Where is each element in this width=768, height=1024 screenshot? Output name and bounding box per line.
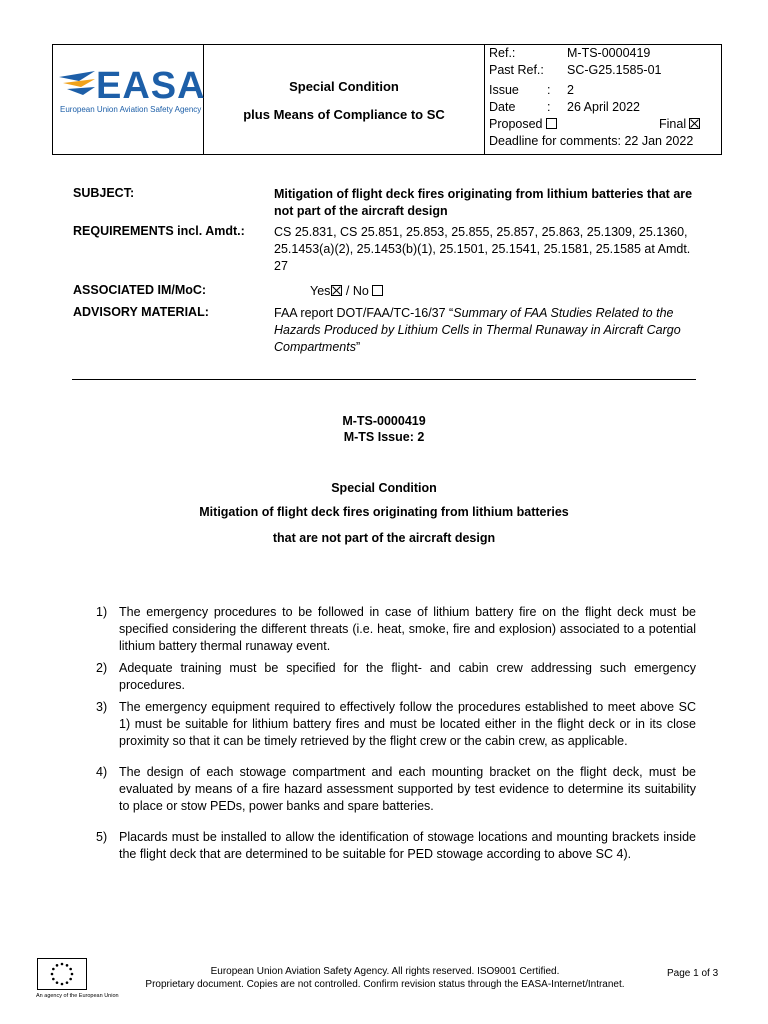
eu-star bbox=[66, 964, 69, 967]
item-number: 3) bbox=[96, 700, 108, 714]
item-text: Placards must be installed to allow the identification of stowage locations and mounting brackets inside the flight deck that are determined to be suitable for PED stowage according to above SC 4). bbox=[119, 830, 696, 861]
eu-star bbox=[66, 981, 69, 984]
deadline-text: Deadline for comments: 22 Jan 2022 bbox=[489, 134, 694, 148]
item-number: 5) bbox=[96, 830, 108, 844]
doc-issue: M-TS Issue: 2 bbox=[343, 430, 425, 444]
eu-star bbox=[56, 981, 59, 984]
eu-star bbox=[61, 963, 64, 966]
past-ref-value: SC-G25.1585-01 bbox=[567, 63, 662, 77]
date-label: Date bbox=[489, 100, 516, 114]
status-row bbox=[489, 117, 703, 133]
advisory-title: Summary of FAA Studies Related to the Hazards Produced by Lithium Cells in Thermal Runaway in Aircraft Cargo Compartments bbox=[274, 306, 681, 354]
header-table bbox=[52, 44, 722, 155]
easa-plane-icon bbox=[59, 67, 97, 99]
issue-colon: : bbox=[547, 83, 551, 97]
proposed-label: Proposed bbox=[489, 117, 543, 131]
item-text: Adequate training must be specified for the flight- and cabin crew addressing such emergency procedures. bbox=[119, 661, 696, 692]
advisory-value bbox=[274, 305, 704, 356]
associated-value bbox=[310, 283, 740, 300]
list-item bbox=[96, 660, 696, 694]
date-value: 26 April 2022 bbox=[567, 100, 640, 114]
subject-label: SUBJECT: bbox=[73, 186, 135, 200]
eu-star bbox=[51, 973, 54, 976]
list-item bbox=[96, 699, 696, 750]
proposed-checkbox bbox=[546, 118, 557, 129]
item-text: The emergency equipment required to effectively follow the procedures established to meet above SC 1) must be suitable for lithium battery fires and must be located either in the flight deck or in its close proximity so that it can be timely retrieved by the flight crew or the cabin crew, as applicable. bbox=[119, 700, 696, 748]
ref-value: M-TS-0000419 bbox=[567, 46, 651, 60]
reference-cell bbox=[485, 45, 721, 154]
list-item bbox=[96, 829, 696, 863]
associated-no-label: / No bbox=[342, 284, 369, 298]
requirements-label: REQUIREMENTS incl. Amdt.: bbox=[73, 224, 245, 238]
doc-type-subtitle: plus Means of Compliance to SC bbox=[243, 107, 445, 122]
item-text: The emergency procedures to be followed in case of lithium battery fire on the flight deck must be specified considering the different threats (i.e. heat, smoke, fire and explosion) associated to a potential lithium battery thermal runaway event. bbox=[119, 605, 696, 653]
eu-star bbox=[69, 968, 72, 971]
item-number: 4) bbox=[96, 765, 108, 779]
title-cell bbox=[204, 45, 485, 154]
sc-heading-line2: that are not part of the aircraft design bbox=[272, 531, 496, 545]
eu-star bbox=[69, 978, 72, 981]
section-divider bbox=[72, 379, 696, 380]
advisory-prefix: FAA report DOT/FAA/TC-16/37 “ bbox=[274, 306, 454, 320]
doc-reference: M-TS-0000419 bbox=[342, 414, 426, 428]
final-label: Final bbox=[659, 117, 687, 131]
item-number: 1) bbox=[96, 605, 108, 619]
advisory-label: ADVISORY MATERIAL: bbox=[73, 305, 209, 319]
item-number: 2) bbox=[96, 661, 108, 675]
logo-subtitle: European Union Aviation Safety Agency bbox=[60, 105, 202, 114]
footer-copyright: European Union Aviation Safety Agency. All rights reserved. ISO9001 Certified. bbox=[210, 966, 560, 977]
sc-title: Special Condition bbox=[331, 481, 437, 495]
item-text: The design of each stowage compartment and each mounting bracket on the flight deck, must be evaluated by means of a fire hazard assessment supported by test evidence to determine its suitability to place or stow PEDs, power banks and spare batteries. bbox=[119, 765, 696, 813]
sc-heading-line1: Mitigation of flight deck fires originating from lithium batteries bbox=[199, 505, 569, 519]
requirements-list bbox=[96, 604, 696, 868]
eu-stars-icon bbox=[38, 959, 86, 989]
final-status bbox=[659, 117, 700, 131]
list-item bbox=[96, 604, 696, 655]
eu-flag-icon bbox=[37, 958, 87, 990]
associated-label: ASSOCIATED IM/MoC: bbox=[73, 283, 207, 297]
ref-label: Ref.: bbox=[489, 46, 516, 60]
yes-checkbox bbox=[331, 285, 342, 296]
final-checkbox bbox=[689, 118, 700, 129]
proposed-status bbox=[489, 117, 557, 131]
associated-yes-label: Yes bbox=[310, 284, 331, 298]
eu-star bbox=[52, 978, 55, 981]
footer-disclaimer: Proprietary document. Copies are not controlled. Confirm revision status through the EASA-Internet/Intranet. bbox=[145, 979, 625, 990]
subject-value: Mitigation of flight deck fires originating from lithium batteries that are not part of the aircraft design bbox=[274, 187, 693, 218]
eu-star bbox=[61, 983, 64, 986]
logo-wordmark: EASA bbox=[96, 65, 206, 107]
eu-star bbox=[71, 973, 74, 976]
date-colon: : bbox=[547, 100, 551, 114]
page-number: Page 1 of 3 bbox=[667, 968, 719, 979]
logo-cell bbox=[53, 45, 204, 154]
list-item bbox=[96, 764, 696, 815]
advisory-suffix: ” bbox=[355, 340, 361, 354]
eu-caption: An agency of the European Union bbox=[36, 993, 119, 999]
requirements-value: CS 25.831, CS 25.851, 25.853, 25.855, 25.857, 25.863, 25.1309, 25.1360, 25.1453(a)(2), 25.1453(b)(1), 25.1501, 25.1541, 25.1581, 25.1585 at Amdt. 27 bbox=[274, 225, 691, 273]
past-ref-label: Past Ref.: bbox=[489, 63, 544, 77]
issue-value: 2 bbox=[567, 83, 574, 97]
no-checkbox bbox=[372, 285, 383, 296]
eu-star bbox=[52, 968, 55, 971]
issue-label: Issue bbox=[489, 83, 519, 97]
doc-type-title: Special Condition bbox=[289, 79, 399, 94]
eu-star bbox=[56, 964, 59, 967]
